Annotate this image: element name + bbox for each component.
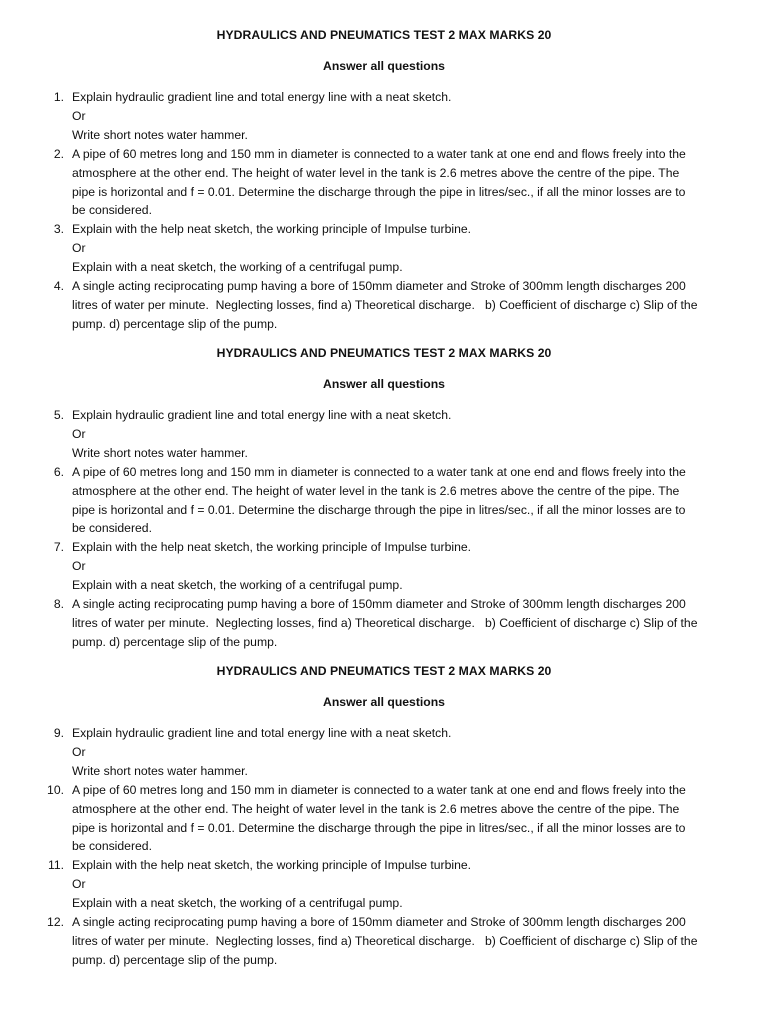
question-list [0,406,768,652]
question-item [0,277,768,334]
question-line: pump. d) percentage slip of the pump. [72,316,278,331]
question-line: be considered. [72,521,152,536]
question-line: Explain with a neat sketch, the working of a centrifugal pump. [72,260,403,275]
question-number: 1. [53,90,64,104]
question-list [0,88,768,334]
question-number: 2. [53,146,64,161]
question-item [0,220,768,277]
question-line: be considered. [72,203,152,218]
question-item [0,913,768,970]
question-line: A single acting reciprocating pump having a bore of 150mm diameter and Stroke of 300mm length discharges 200 [72,279,686,294]
question-line: A pipe of 60 metres long and 150 mm in diameter is connected to a water tank at one end and flows freely into the [72,146,686,161]
question-line: Explain with a neat sketch, the working of a centrifugal pump. [72,896,403,911]
question-line: Explain hydraulic gradient line and total energy line with a neat sketch. [72,408,452,422]
test-section-1 [0,26,768,334]
question-line: litres of water per minute. Neglecting losses, find a) Theoretical discharge. b) Coefficient of discharge c) Slip of the [72,297,698,312]
question-number: 9. [53,726,64,740]
test-instructions: Answer all questions [323,695,445,709]
question-line: pump. d) percentage slip of the pump. [72,634,278,649]
test-instructions: Answer all questions [323,377,445,391]
question-line: Explain with a neat sketch, the working of a centrifugal pump. [72,578,403,593]
test-title: HYDRAULICS AND PNEUMATICS TEST 2 MAX MARKS 20 [216,346,552,360]
test-instructions: Answer all questions [323,59,445,73]
question-item [0,145,768,221]
test-title: HYDRAULICS AND PNEUMATICS TEST 2 MAX MARKS 20 [216,664,552,678]
question-line: Explain hydraulic gradient line and total energy line with a neat sketch. [72,726,452,740]
question-item [0,538,768,595]
test-section-3 [0,662,768,970]
question-number: 5. [53,408,64,422]
question-or: Or [72,559,86,574]
question-number: 7. [53,540,64,555]
question-number: 3. [53,222,64,237]
question-number: 6. [53,464,64,479]
question-number: 11. [47,858,64,873]
question-line: atmosphere at the other end. The height of water level in the tank is 2.6 metres above the centre of the pipe. The [72,165,680,180]
question-or: Or [72,877,86,892]
question-item [0,724,768,781]
question-line: A pipe of 60 metres long and 150 mm in diameter is connected to a water tank at one end and flows freely into the [72,464,686,479]
question-line: atmosphere at the other end. The height of water level in the tank is 2.6 metres above the centre of the pipe. The [72,483,680,498]
question-number: 4. [53,279,64,294]
question-line: pipe is horizontal and f = 0.01. Determine the discharge through the pipe in litres/sec., if all the minor losses are to [72,184,686,199]
question-item [0,595,768,652]
question-item [0,406,768,463]
question-item [0,856,768,913]
question-or: Or [72,108,86,123]
question-line: Explain hydraulic gradient line and total energy line with a neat sketch. [72,90,452,104]
question-line: pipe is horizontal and f = 0.01. Determine the discharge through the pipe in litres/sec., if all the minor losses are to [72,820,686,835]
question-line: litres of water per minute. Neglecting losses, find a) Theoretical discharge. b) Coefficient of discharge c) Slip of the [72,615,698,630]
question-or: Or [72,241,86,256]
question-line: A single acting reciprocating pump having a bore of 150mm diameter and Stroke of 300mm length discharges 200 [72,597,686,612]
question-or: Or [72,744,86,759]
question-or: Or [72,426,86,441]
test-title: HYDRAULICS AND PNEUMATICS TEST 2 MAX MARKS 20 [216,28,552,42]
question-line: Write short notes water hammer. [72,445,248,460]
question-line: Explain with the help neat sketch, the working principle of Impulse turbine. [72,222,472,237]
question-line: atmosphere at the other end. The height of water level in the tank is 2.6 metres above the centre of the pipe. The [72,801,680,816]
question-line: pipe is horizontal and f = 0.01. Determine the discharge through the pipe in litres/sec., if all the minor losses are to [72,502,686,517]
question-line: Write short notes water hammer. [72,763,248,778]
question-list [0,724,768,970]
question-item [0,88,768,145]
question-line: Explain with the help neat sketch, the working principle of Impulse turbine. [72,858,472,873]
question-line: Write short notes water hammer. [72,127,248,142]
question-line: be considered. [72,839,152,854]
question-number: 8. [53,597,64,612]
question-line: A pipe of 60 metres long and 150 mm in diameter is connected to a water tank at one end and flows freely into the [72,782,686,797]
question-item [0,463,768,539]
question-number: 12. [47,915,64,930]
question-line: A single acting reciprocating pump having a bore of 150mm diameter and Stroke of 300mm length discharges 200 [72,915,686,930]
question-line: Explain with the help neat sketch, the working principle of Impulse turbine. [72,540,472,555]
question-line: litres of water per minute. Neglecting losses, find a) Theoretical discharge. b) Coefficient of discharge c) Slip of the [72,933,698,948]
question-number: 10. [47,782,64,797]
test-section-2 [0,344,768,652]
question-line: pump. d) percentage slip of the pump. [72,952,278,967]
question-item [0,781,768,857]
